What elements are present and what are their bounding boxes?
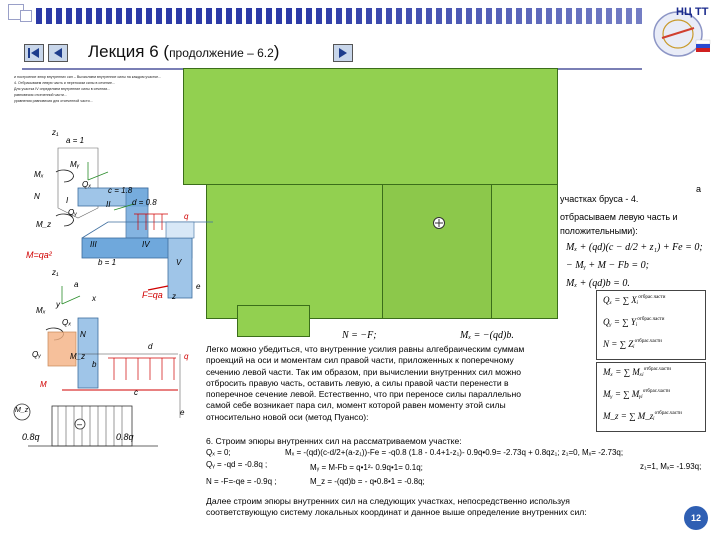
nav-next-button[interactable] bbox=[333, 44, 353, 62]
step6-mz: M_z = -(qd)b = - q•0.8•1 = -0.8q; bbox=[310, 477, 425, 486]
label-my: Mᵧ bbox=[70, 160, 80, 169]
epure-mz-chart bbox=[8, 402, 180, 458]
label-qx: Qₓ bbox=[82, 180, 92, 189]
label-force: F=qa bbox=[142, 290, 163, 300]
label-b-lower: b bbox=[92, 360, 97, 369]
label-mz-lower: M_z bbox=[70, 352, 86, 361]
nav-prev-icon bbox=[27, 47, 41, 59]
nav-next-icon bbox=[336, 47, 350, 59]
label-mx: Mₓ bbox=[34, 170, 44, 179]
equation-2: − Mᵧ + M − Fb = 0; bbox=[566, 260, 649, 271]
label-c: c = 1.8 bbox=[108, 186, 133, 195]
nav-back-button[interactable] bbox=[48, 44, 68, 62]
label-e: e bbox=[196, 282, 201, 291]
header-square-2 bbox=[20, 10, 32, 22]
label-moment: M=qa² bbox=[26, 250, 52, 260]
label-I: I bbox=[66, 196, 69, 205]
sum-box-forces: Qₓ = ∑ Xᵢ$^{отбрас.части}$ Qᵧ = ∑ Yᵢ$^{отбрас.части}$ N = ∑ Zᵢ$^{отбрас.части}$ bbox=[596, 290, 706, 360]
epure-left-value: 0.8q bbox=[22, 432, 40, 442]
logo-text: НЦ ТТ bbox=[676, 6, 709, 18]
label-V: V bbox=[176, 258, 182, 267]
label-e-lower: e bbox=[180, 408, 185, 417]
step6-qy: Qᵧ = -qd = -0.8q ; bbox=[206, 460, 268, 469]
epure-right-value: 0.8q bbox=[116, 432, 134, 442]
step6-qx: Qₓ = 0; bbox=[206, 448, 231, 457]
footer-text: Далее строим эпюры внутренних сил на следующих участках, непосредственно используя соответствующую систему локальных координат и данное выше определение внутренних сил: bbox=[206, 496, 587, 518]
epure-sign: – bbox=[77, 419, 83, 429]
label-d-lower: d bbox=[148, 342, 153, 351]
label-qx-lower: Qₓ bbox=[62, 318, 72, 327]
label-m-lower: M bbox=[40, 380, 47, 389]
label-n-lower: N bbox=[80, 330, 86, 339]
label-q: q bbox=[184, 212, 189, 221]
green-panel-center bbox=[382, 184, 492, 319]
label-n: N bbox=[34, 192, 40, 201]
label-c-lower: c bbox=[134, 388, 138, 397]
page-number-badge: 12 bbox=[684, 506, 708, 530]
label-d: d = 0.8 bbox=[132, 198, 157, 207]
label-z-axis: z bbox=[172, 292, 176, 301]
label-z1: z₁ bbox=[52, 128, 59, 137]
label-x-axis: x bbox=[92, 294, 96, 303]
header-stripe-fade bbox=[300, 8, 646, 24]
step6-heading: 6. Строим эпюры внутренних сил на рассматриваемом участке: bbox=[206, 436, 462, 446]
nav-back-icon bbox=[51, 47, 65, 59]
label-mz: M_z bbox=[36, 220, 52, 229]
green-panel-top bbox=[183, 68, 558, 185]
label-II: II bbox=[106, 200, 111, 209]
label-qy-lower: Qᵧ bbox=[32, 350, 42, 359]
step6-z1b: z₁=1, Mₓ= -1.93q; bbox=[640, 462, 702, 471]
equation-3: Mₓ + (qd)b = 0. bbox=[566, 278, 630, 289]
step6-n: N = -F=-qe = -0.9q ; bbox=[206, 477, 277, 486]
nav-prev-button[interactable] bbox=[24, 44, 44, 62]
equilibrium-suffix: а bbox=[696, 184, 702, 194]
label-III: III bbox=[90, 240, 97, 249]
equation-n: N = −F; bbox=[342, 330, 377, 341]
cursor-target-icon bbox=[432, 216, 446, 230]
green-panel-bottom bbox=[237, 305, 310, 337]
equation-mz: Mₓ = −(qd)b. bbox=[460, 330, 514, 341]
intro-text: и построение эпюр внутренних сил – Вычисляем внутренние силы на каждом участке... 4. Отбрасываем левую часть и переносим силы в сечение... Для участка IV определяем внутренние силы в сечении... равновесия отсеченной части... уравнения равновесия для отсеченной части... bbox=[14, 75, 162, 103]
equation-1: Mₓ + (qd)(c − d/2 + z₁) + Fe = 0; bbox=[566, 242, 703, 253]
label-a: a bbox=[74, 280, 79, 289]
label-z1-lower: z₁ bbox=[52, 268, 59, 277]
label-IV: IV bbox=[142, 240, 150, 249]
equilibrium-line-2: отбрасываем левую часть и bbox=[560, 212, 678, 222]
equilibrium-line-3: положительными): bbox=[560, 226, 638, 236]
step6-my: Mᵧ = M-Fb = q•1²- 0.9q•1= 0.1q; bbox=[310, 463, 423, 472]
epure-mz-label: M_z bbox=[15, 407, 29, 414]
label-qy: Qᵧ bbox=[68, 208, 78, 217]
paragraph-poinsot: Легко можно убедиться, что внутренние усилия равны алгебраическим суммам проекций на оси и моментам сил правой части, приложенных к поперечному сечению левой части. Так им образом, при вычислении внутренних сил можно отбросить правую часть, оставить левую, а силы правой части перенести в поперечное сечение левой. Естественно, что при переносе силы параллельно самой себе возникает пара сил, момент которой равен моменту этой силы относительно новой оси (метод Пуансо): bbox=[206, 344, 525, 422]
equilibrium-line-1: участках бруса - 4. bbox=[560, 194, 639, 204]
label-q-lower: q bbox=[184, 352, 189, 361]
sum-box-moments: Mₓ = ∑ Mₓᵢ$^{отбрас.части}$ Mᵧ = ∑ Mᵧᵢ$^{отбрас.части}$ M_z = ∑ M_zᵢ$^{отбрас.части}$ bbox=[596, 362, 706, 432]
label-a1: a = 1 bbox=[66, 136, 85, 145]
page-title: Лекция 6 (продолжение – 6.2) bbox=[88, 42, 280, 61]
label-y-axis: y bbox=[56, 300, 60, 309]
label-mx-lower: Mₓ bbox=[36, 306, 46, 315]
label-b: b = 1 bbox=[98, 258, 117, 267]
step6-mx: Mₓ = -(qd)(c-d/2+(a-z₁))-Fe = -q0.8 (1.8 - 0.4+1-z₁)- 0.9q•0.9= -2.73q + 0.8qz₁; z₁=0, Mₓ= -2.73q; bbox=[285, 448, 624, 457]
